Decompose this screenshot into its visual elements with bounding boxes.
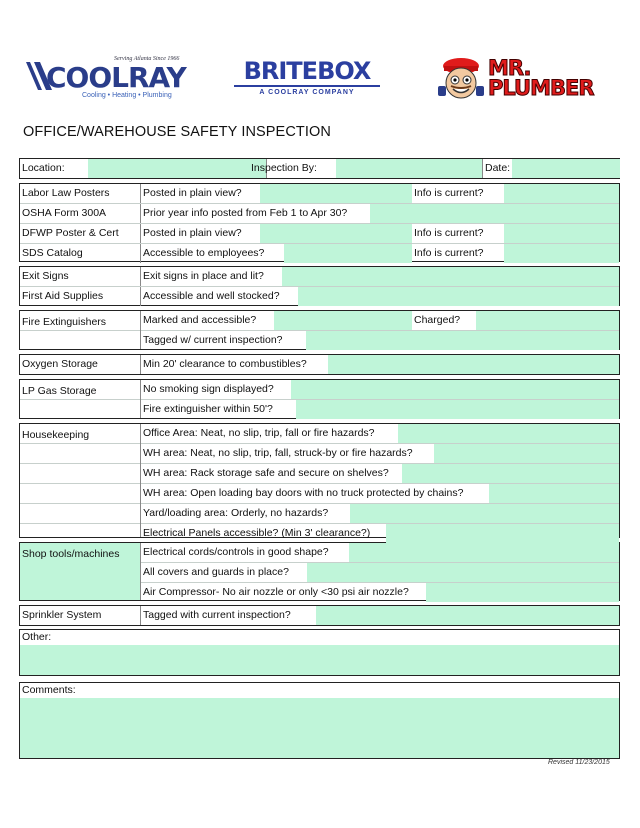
dfwp-row [20,224,619,244]
sds-question2: Info is current? [414,247,484,259]
shop-answer[interactable] [349,543,619,562]
hk-item: WH area: Rack storage safe and secure on shelves? [143,467,389,479]
lp-label: LP Gas Storage [20,380,141,418]
labor-label: Labor Law Posters [20,184,141,203]
page-title: OFFICE/WAREHOUSE SAFETY INSPECTION [23,124,331,140]
comments-block [19,682,620,759]
hk-item: Office Area: Neat, no slip, trip, fall or fire hazards? [143,427,375,439]
coolray-services: Cooling • Heating • Plumbing [82,92,172,99]
hk-answer[interactable] [489,484,619,503]
osha-answer[interactable] [370,204,619,223]
dfwp-question: Posted in plain view? [143,227,242,239]
mrplumber-line1: MR. [488,56,531,80]
fire-label: Fire Extinguishers [20,311,141,349]
comments-field[interactable] [20,698,619,758]
labor-question: Posted in plain view? [143,187,242,199]
shop-block [19,542,620,601]
britebox-divider [234,85,380,87]
hk-item: Electrical Panels accessible? (Min 3' clearance?) [143,527,371,539]
mrplumber-wordmark [488,58,594,98]
firstaid-label: First Aid Supplies [20,287,141,306]
comments-label: Comments: [22,684,76,696]
exit-row [20,267,619,287]
fire-answer2[interactable] [476,311,619,330]
housekeeping-block [19,423,620,538]
labor-question2: Info is current? [414,187,484,199]
hk-answer[interactable] [386,524,619,543]
shop-item: Air Compressor- No air nozzle or only <30 psi air nozzle? [143,586,409,598]
exit-block [19,266,620,306]
britebox-logo [232,58,382,96]
fire-question3: Tagged w/ current inspection? [143,334,283,346]
labor-answer2[interactable] [504,184,619,203]
britebox-wordmark: BRITEBOX [243,57,371,85]
hk-item: Yard/loading area: Orderly, no hazards? [143,507,329,519]
date-field[interactable] [512,159,620,178]
shop-label: Shop tools/machines [20,543,141,600]
other-block [19,629,620,676]
oxygen-question: Min 20' clearance to combustibles? [143,358,307,370]
britebox-subtitle: A COOLRAY COMPANY [259,89,355,96]
logo-bar [0,52,640,112]
firstaid-row [20,287,619,306]
dfwp-answer2[interactable] [504,224,619,243]
fire-question2: Charged? [414,314,461,326]
osha-question: Prior year info posted from Feb 1 to Apr 30? [143,207,348,219]
header-block [19,158,620,179]
sds-label: SDS Catalog [20,244,141,263]
fire-answer[interactable] [274,311,412,330]
sds-answer2[interactable] [504,244,619,263]
firstaid-question: Accessible and well stocked? [143,290,280,302]
sprinkler-row [20,606,619,625]
mrplumber-logo [436,56,604,102]
shop-answer[interactable] [307,563,619,582]
lp-answer[interactable] [291,380,619,399]
coolray-logo [26,52,188,104]
date-label: Date: [485,162,511,174]
osha-label: OSHA Form 300A [20,204,141,223]
oxygen-label: Oxygen Storage [20,355,141,374]
exit-label: Exit Signs [20,267,141,286]
shop-answer[interactable] [426,583,619,602]
dfwp-label: DFWP Poster & Cert [20,224,141,243]
sprinkler-label: Sprinkler System [20,606,141,625]
osha-row [20,204,619,224]
lp-question2: Fire extinguisher within 50'? [143,403,273,415]
labor-row [20,184,619,204]
hk-item: WH area: Neat, no slip, trip, fall, struck-by or fire hazards? [143,447,413,459]
sds-question: Accessible to employees? [143,247,265,259]
fire-question: Marked and accessible? [143,314,257,326]
other-field[interactable] [20,645,619,675]
exit-question: Exit signs in place and lit? [143,270,264,282]
coolray-tagline: Serving Atlanta Since 1966 [114,56,180,62]
oxygen-block [19,354,620,375]
mrplumber-line2: PLUMBER [488,76,594,100]
fire-block [19,310,620,350]
dfwp-question2: Info is current? [414,227,484,239]
sds-answer[interactable] [284,244,412,263]
dfwp-answer[interactable] [260,224,412,243]
hk-item: WH area: Open loading bay doors with no truck protected by chains? [143,487,464,499]
firstaid-answer[interactable] [298,287,619,306]
lp-answer2[interactable] [296,400,619,419]
sprinkler-answer[interactable] [316,606,619,625]
hk-answer[interactable] [434,444,619,463]
fire-answer3[interactable] [306,331,619,350]
location-label: Location: [20,159,267,178]
other-label: Other: [22,631,52,643]
inspection-by-label: Inspection By: [249,159,483,178]
shop-item: All covers and guards in place? [143,566,289,578]
sprinkler-block [19,605,620,626]
plumber-mascot-icon [436,56,486,102]
oxygen-answer[interactable] [328,355,619,374]
coolray-wordmark: COOLRAY [46,61,186,94]
shop-item: Electrical cords/controls in good shape? [143,546,329,558]
hk-answer[interactable] [350,504,619,523]
hk-answer[interactable] [402,464,619,483]
oxygen-row [20,355,619,374]
lp-block [19,379,620,419]
sds-row [20,244,619,263]
revised-date: Revised 11/23/2015 [548,759,610,766]
housekeeping-label: Housekeeping [20,424,141,537]
hk-answer[interactable] [398,424,619,443]
posters-block [19,183,620,262]
lp-question: No smoking sign displayed? [143,383,274,395]
sprinkler-question: Tagged with current inspection? [143,609,291,621]
exit-answer[interactable] [282,267,619,286]
